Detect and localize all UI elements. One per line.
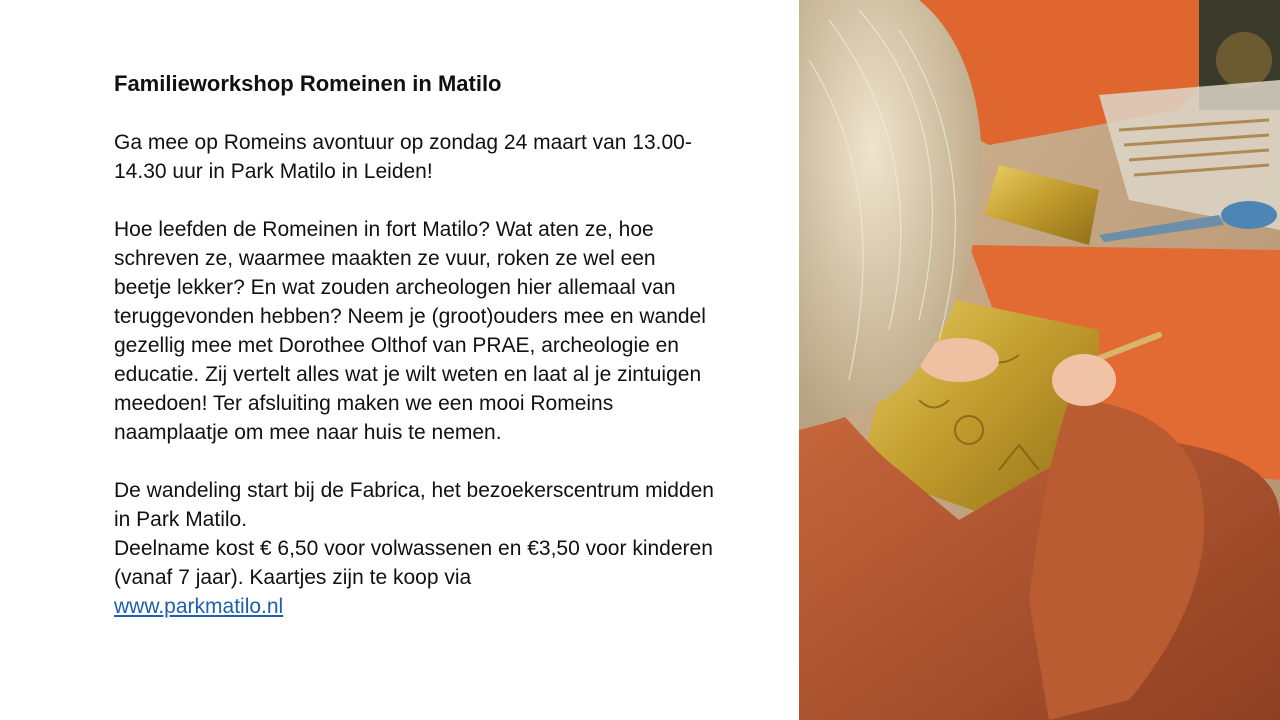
workshop-photo bbox=[799, 0, 1280, 720]
intro-paragraph: Ga mee op Romeins avontuur op zondag 24 maart van 13.00-14.30 uur in Park Matilo in Leiden! bbox=[114, 131, 692, 183]
price-paragraph bbox=[114, 534, 714, 621]
start-paragraph: De wandeling start bij de Fabrica, het bezoekerscentrum midden in Park Matilo. bbox=[114, 479, 714, 531]
slide-text-block bbox=[114, 68, 714, 621]
price-text: Deelname kost € 6,50 voor volwassenen en €3,50 voor kinderen (vanaf 7 jaar). Kaartjes zijn te koop via bbox=[114, 537, 713, 589]
child-embossing-gold-foil-photo-icon bbox=[799, 0, 1280, 720]
slide-title: Familieworkshop Romeinen in Matilo bbox=[114, 71, 502, 96]
details-paragraph: Hoe leefden de Romeinen in fort Matilo? Wat aten ze, hoe schreven ze, waarmee maakten ze vuur, roken ze wel een beetje lekker? En wat zouden archeologen hier allemaal van teruggevonden hebben? Neem je (groot)ouders mee en wandel gezellig mee met Dorothee Olthof van PRAE, archeologie en educatie. Zij vertelt alles wat je wilt weten en laat al je zintuigen meedoen! Ter afsluiting maken we een mooi Romeins naamplaatje om mee naar huis te nemen. bbox=[114, 218, 706, 444]
parkmatilo-link[interactable]: www.parkmatilo.nl bbox=[114, 595, 284, 618]
